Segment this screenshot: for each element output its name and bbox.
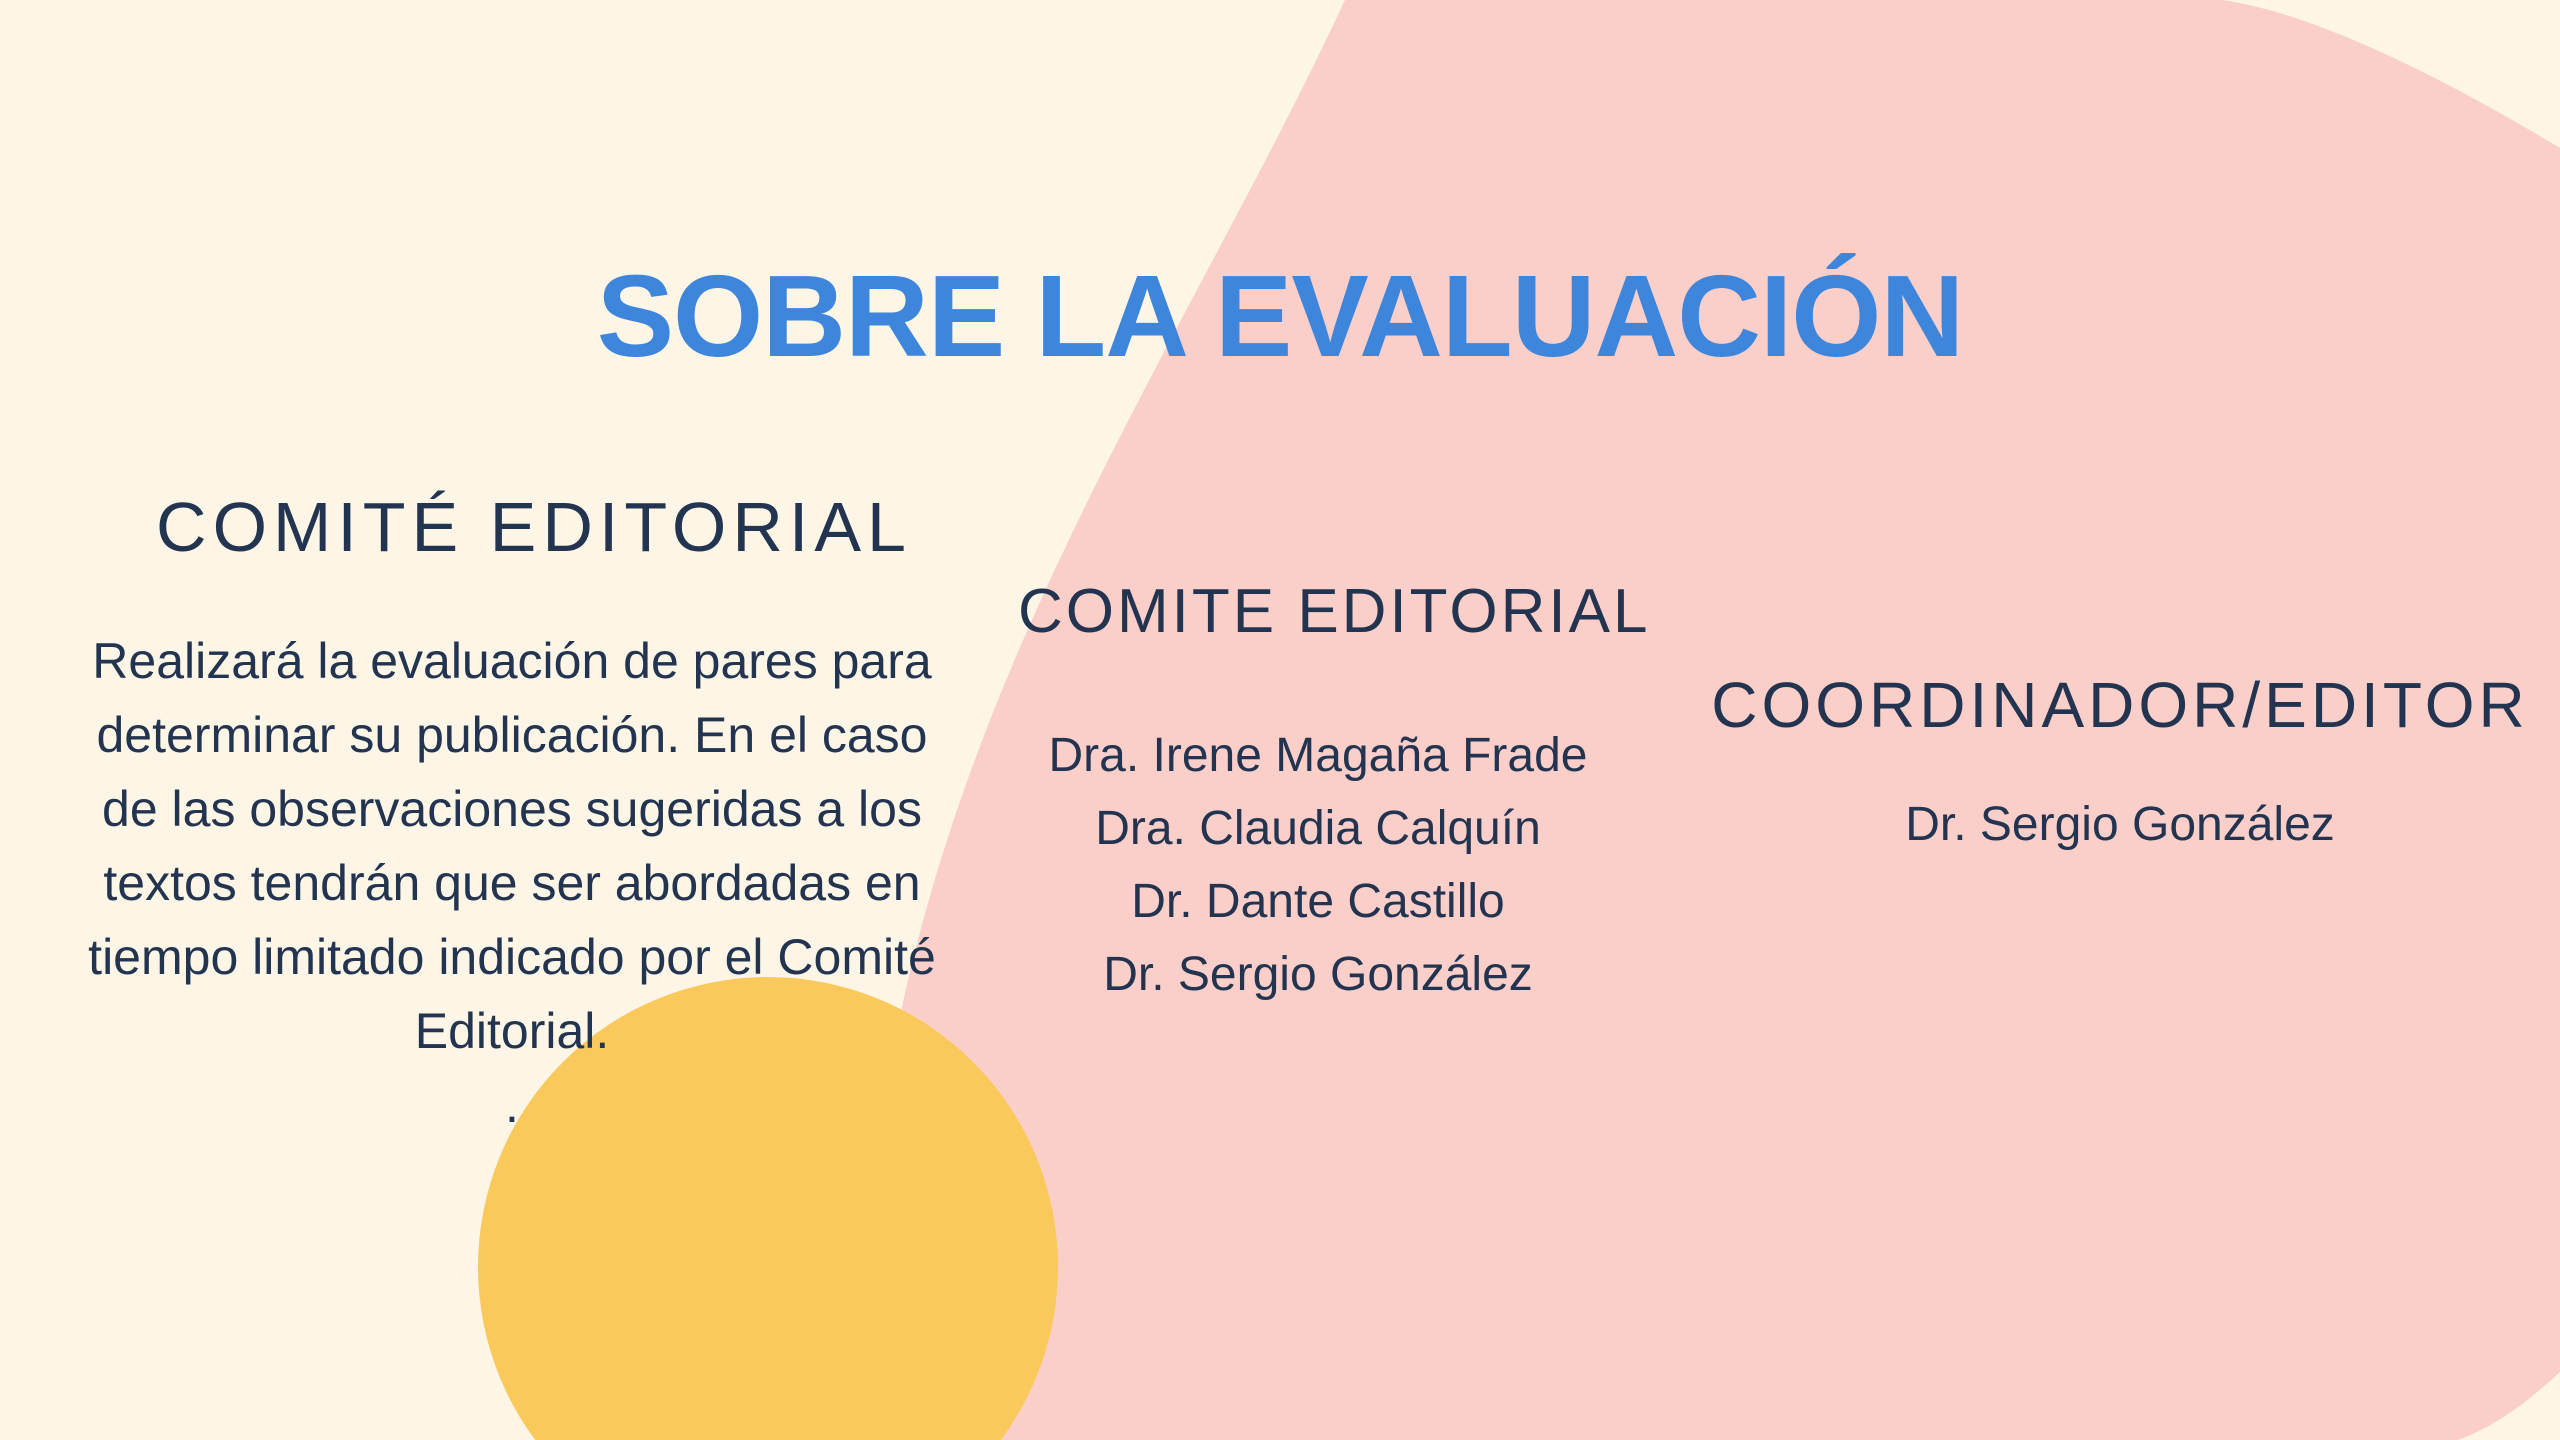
member-name: Dr. Dante Castillo (1131, 875, 1505, 928)
middle-column-heading: COMITE EDITORIAL (1018, 577, 1651, 646)
slide-title: SOBRE LA EVALUACIÓN (596, 251, 1964, 381)
member-name: Dr. Sergio González (1103, 948, 1533, 1001)
right-column-heading: COORDINADOR/EDITOR (1711, 669, 2529, 741)
body-text-line: tiempo limitado indicado por el Comité (88, 929, 936, 985)
body-text-line: Editorial. (414, 1003, 610, 1059)
committee-members-list (1018, 719, 1618, 1011)
coordinator-name: Dr. Sergio González (1905, 798, 2335, 851)
member-name: Dra. Claudia Calquín (1095, 802, 1541, 855)
body-final-period: . (505, 1077, 519, 1133)
left-column-heading: COMITÉ EDITORIAL (156, 488, 912, 566)
member-name: Dra. Irene Magaña Frade (1048, 729, 1588, 782)
body-text-line: Realizará la evaluación de pares para (92, 633, 932, 689)
left-column-body (32, 624, 992, 1142)
body-text-line: determinar su publicación. En el caso (96, 707, 928, 763)
body-text-line: de las observaciones sugeridas a los (102, 781, 922, 837)
body-text-line: textos tendrán que ser abordadas en (103, 855, 921, 911)
